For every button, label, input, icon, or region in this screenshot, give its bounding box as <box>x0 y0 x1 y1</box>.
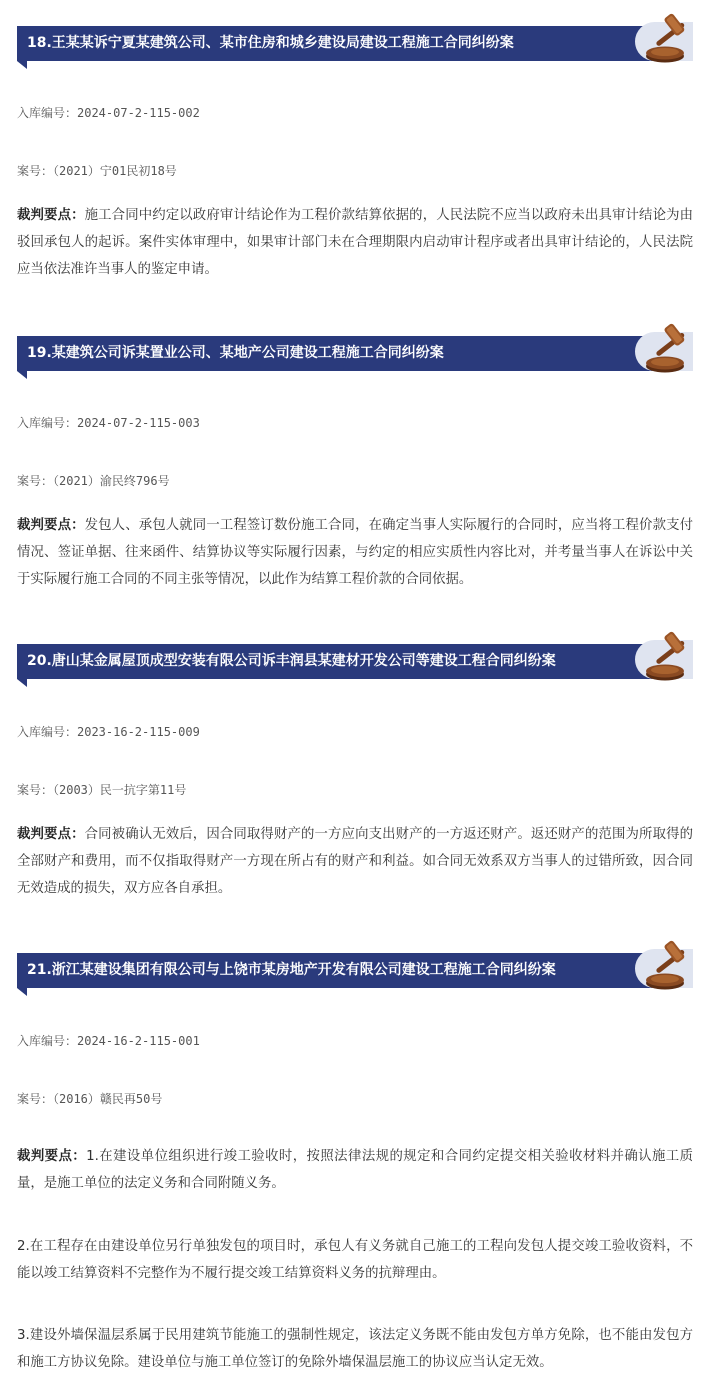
case-number: 案号：（2021）渝民终796号 <box>17 474 170 488</box>
case-number: 案号：（2016）赣民再50号 <box>17 1092 163 1106</box>
case-title: 18.王某某诉宁夏某建筑公司、某市住房和城乡建设局建设工程施工合同纠纷案 <box>27 35 514 51</box>
database-number: 入库编号：2024-16-2-115-001 <box>17 1034 200 1048</box>
ruling-points <box>17 1143 693 1197</box>
ruling-points <box>17 512 693 593</box>
ruling-points-text: 施工合同中约定以政府审计结论作为工程价款结算依据的，人民法院不应当以政府未出具审计结论为由驳回承包人的起诉。案件实体审理中，如果审计部门未在合理期限内启动审计程序或者出具审计结论的，人民法院应当依法准许当事人的鉴定申请。 <box>17 208 694 277</box>
case-title-banner <box>17 26 693 61</box>
case-title-banner <box>17 336 693 371</box>
case-number: 案号：（2003）民一抗字第11号 <box>17 783 187 797</box>
ruling-points-label: 裁判要点： <box>17 827 85 842</box>
case-title: 21.浙江某建设集团有限公司与上饶市某房地产开发有限公司建设工程施工合同纠纷案 <box>27 962 556 978</box>
ruling-points-label: 裁判要点： <box>17 208 85 223</box>
gavel-icon <box>641 322 691 374</box>
ruling-points <box>17 821 693 902</box>
ruling-points <box>17 202 693 283</box>
ruling-points-text: 合同被确认无效后，因合同取得财产的一方应向支出财产的一方返还财产。返还财产的范围为所取得的全部财产和费用，而不仅指取得财产一方现在所占有的财产和利益。如合同无效系双方当事人的过错所致，因合同无效造成的损失，双方应各自承担。 <box>17 827 694 896</box>
case-number: 案号：（2021）宁01民初18号 <box>17 164 177 178</box>
ruling-points-label: 裁判要点： <box>17 518 85 533</box>
database-number: 入库编号：2024-07-2-115-002 <box>17 106 200 120</box>
database-number: 入库编号：2023-16-2-115-009 <box>17 725 200 739</box>
case-title: 20.唐山某金属屋顶成型安装有限公司诉丰润县某建材开发公司等建设工程合同纠纷案 <box>27 653 556 669</box>
case-title-banner <box>17 644 693 679</box>
ruling-points-label: 裁判要点： <box>17 1149 87 1164</box>
database-number: 入库编号：2024-07-2-115-003 <box>17 416 200 430</box>
gavel-icon <box>641 939 691 991</box>
case-title-banner <box>17 953 693 988</box>
ruling-points-text: 发包人、承包人就同一工程签订数份施工合同，在确定当事人实际履行的合同时，应当将工程价款支付情况、签证单据、往来函件、结算协议等实际履行因素，与约定的相应实质性内容比对，并考量当事人在诉讼中关于实际履行施工合同的不同主张等情况，以此作为结算工程价款的合同依据。 <box>17 518 694 587</box>
ruling-point-1: 1.在建设单位组织进行竣工验收时，按照法律法规的规定和合同约定提交相关验收材料并确认施工质量，是施工单位的法定义务和合同附随义务。 <box>17 1149 693 1191</box>
case-title: 19.某建筑公司诉某置业公司、某地产公司建设工程施工合同纠纷案 <box>27 345 444 361</box>
ruling-point-2: 2.在工程存在由建设单位另行单独发包的项目时，承包人有义务就自己施工的工程向发包人提交竣工验收资料，不能以竣工结算资料不完整作为不履行提交竣工结算资料义务的抗辩理由。 <box>17 1239 693 1281</box>
ruling-point-3: 3.建设外墙保温层系属于民用建筑节能施工的强制性规定，该法定义务既不能由发包方单方免除，也不能由发包方和施工方协议免除。建设单位与施工单位签订的免除外墙保温层施工的协议应当认定无效。 <box>17 1328 693 1370</box>
gavel-icon <box>641 630 691 682</box>
gavel-icon <box>641 12 691 64</box>
